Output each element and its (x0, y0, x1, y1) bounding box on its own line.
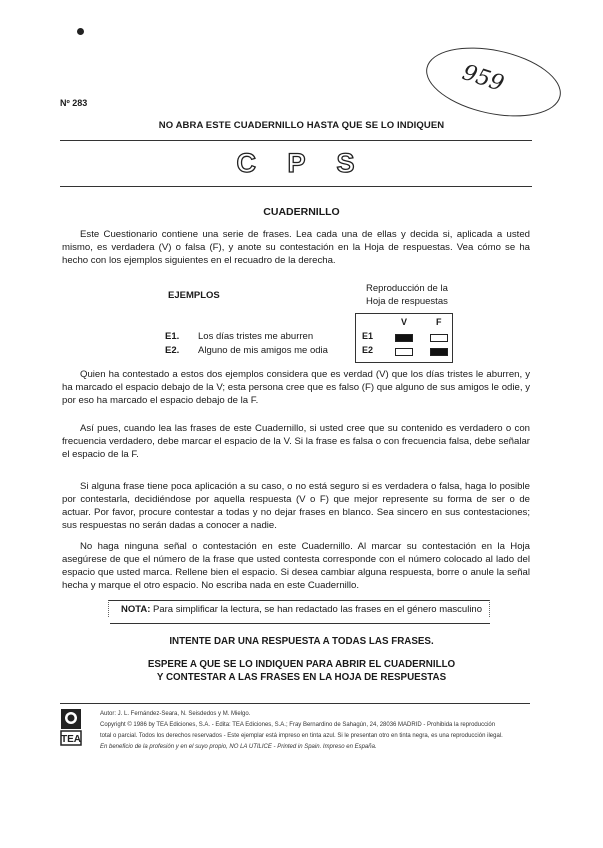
do-not-open-warning: NO ABRA ESTE CUADERNILLO HASTA QUE SE LO INDIQUEN (158, 120, 445, 131)
e2-v-mark-empty (395, 348, 413, 356)
row-e1: E1 (362, 331, 374, 341)
instruction-answer-all: INTENTE DAR UNA RESPUESTA A TODAS LAS FRASES. (169, 636, 434, 647)
intro-paragraph: Este Cuestionario contiene una serie de frases. Lea cada una de ellas y decida si, aplicada a usted mismo, es verdadera (V) o falsa (F), y anote su contestación en la Hoja de respuestas. Vea cómo se ha hecho con los ejemplos siguientes en el recuadro de la derecha. (62, 229, 530, 266)
subtitle: CUADERNILLO (263, 206, 340, 218)
caption-line: Reproducción de la (366, 283, 448, 294)
footer-copyright: Copyright © 1986 by TEA Ediciones, S.A. - Edita: TEA Ediciones, S.A.; Fray Bernardino de Sahagún, 24, 28036 MADRID - Prohibida la reproducción (100, 722, 496, 728)
footer-credits (100, 709, 540, 753)
caption-line: Hoja de respuestas (366, 296, 448, 307)
example-text: Alguno de mis amigos me odia (198, 345, 328, 356)
instruction-line: ESPERE A QUE SE LO INDIQUEN PARA ABRIR EL CUADERNILLO (147, 659, 456, 670)
e1-f-mark-empty (430, 334, 448, 342)
svg-text:TEA: TEA (61, 734, 81, 745)
e1-v-mark-filled (395, 334, 413, 342)
instruction-wait (0, 658, 603, 684)
paragraph: Si alguna frase tiene poca aplicación a su caso, o no está seguro si es verdadera o falsa, haga lo posible por contestarla, decidiéndose por aquella respuesta (V o F) que mejor represente su forma de ser o de actuar. Por favor, procure contestar a todas y no dejar frases en blanco. Sea sincero en sus contestaciones; sus respuestas no serán dadas a conocer a nadie. (62, 481, 530, 531)
scan-speck (77, 28, 84, 35)
footer-divider (60, 703, 530, 704)
answer-sheet-caption (366, 282, 448, 308)
example-text: Los días tristes me aburren (198, 331, 314, 342)
paragraph: Quien ha contestado a estos dos ejemplos considera que es verdad (V) que los días tristes le aburren, y ha marcado el espacio debajo de la V; esta persona cree que es falso (F) que alguno de sus amigos le odie, y por eso ha marcado el espacio debajo de la F. (62, 369, 530, 406)
test-title: C P S (236, 148, 367, 178)
e2-f-mark-filled (430, 348, 448, 356)
examples-heading: EJEMPLOS (168, 290, 220, 301)
divider (110, 623, 490, 624)
tea-logo-icon (60, 708, 82, 746)
divider (60, 186, 532, 187)
note-label: NOTA: (121, 604, 151, 615)
note-box (108, 600, 490, 617)
instruction-line: Y CONTESTAR A LAS FRASES EN LA HOJA DE RESPUESTAS (156, 672, 447, 683)
paragraph: Así pues, cuando lea las frases de este Cuadernillo, si usted cree que su contenido es verdadero o con frecuencia verdadero, debe marcar el espacio de la V. Si la frase es falsa o con frecuencia falsa, debe señalar el espacio de la F. (62, 423, 530, 460)
example-id: E2. (165, 345, 180, 356)
footer-notice: En beneficio de la profesión y en el suyo propio, NO LA UTILICE - Printed in Spain. Impreso en España. (100, 744, 377, 750)
booklet-number: Nº 283 (60, 98, 88, 108)
column-f: F (436, 317, 442, 327)
example-id: E1. (165, 331, 180, 342)
divider (60, 140, 532, 141)
answer-sheet-sample (355, 313, 453, 363)
note-text: Para simplificar la lectura, se han redactado las frases en el género masculino (153, 604, 482, 615)
paragraph: No haga ninguna señal o contestación en este Cuadernillo. Al marcar su contestación en la Hoja asegúrese de que el número de la frase que usted contesta corresponde con el número colocado al lado del espacio que usted marca. Rellene bien el espacio. Si desea cambiar alguna respuesta, borre o anule la señal hecha y marque el otro espacio. No escriba nada en este Cuadernillo. (62, 541, 530, 591)
footer-author: Autor: J. L. Fernández-Seara, N. Seisdedos y M. Mielgo. (100, 711, 251, 717)
row-e2: E2 (362, 345, 374, 355)
column-v: V (401, 317, 408, 327)
handwritten-number: 959 (459, 60, 507, 97)
footer-rights: total o parcial. Todos los derechos reservados - Este ejemplar está impreso en tinta azul. Si le presentan otro en tinta negra, es una reproducción ilegal. (100, 733, 503, 739)
